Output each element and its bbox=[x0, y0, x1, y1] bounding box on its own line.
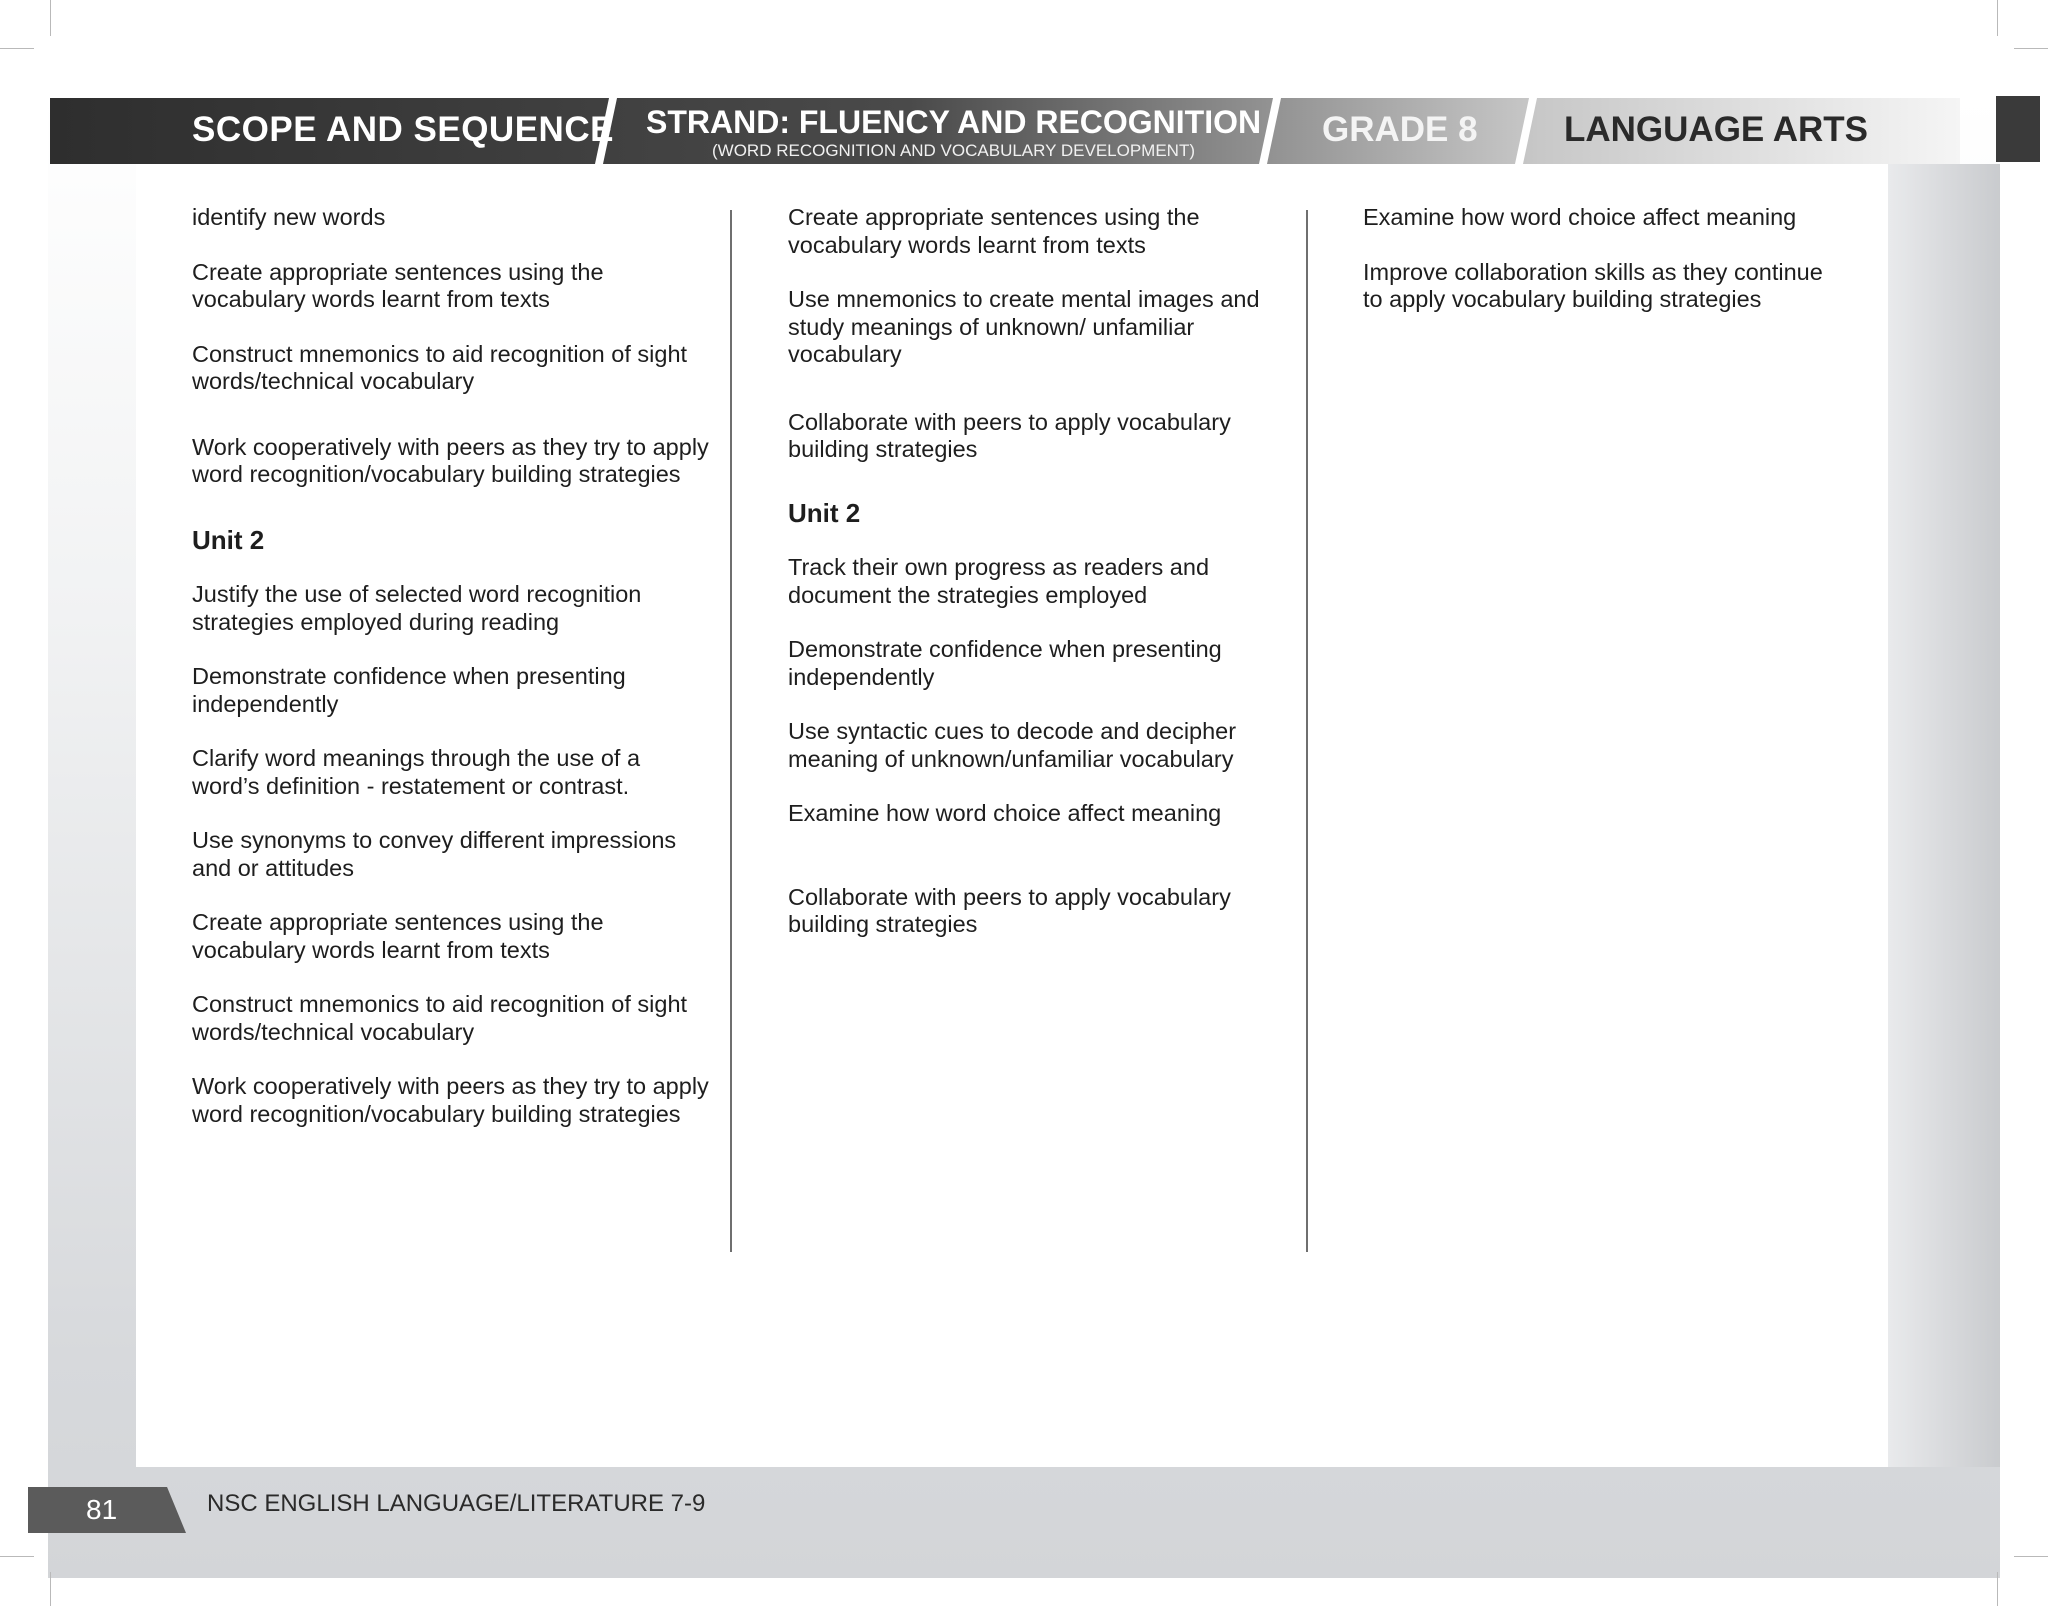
crop-mark bbox=[50, 0, 51, 36]
column-divider bbox=[730, 210, 732, 1252]
outcome-item: Examine how word choice affect meaning bbox=[788, 800, 1222, 826]
outcome-item: Demonstrate confidence when presenting independently bbox=[788, 636, 1222, 690]
outcome-item: Improve collaboration skills as they continue to apply vocabulary building strategies bbox=[1363, 258, 1823, 312]
footer-title: NSC ENGLISH LANGUAGE/LITERATURE 7-9 bbox=[207, 1490, 706, 1517]
outcome-item: Examine how word choice affect meaning bbox=[1363, 204, 1797, 230]
column-divider bbox=[1306, 210, 1308, 1252]
crop-mark bbox=[2014, 48, 2048, 49]
outcome-item: Use syntactic cues to decode and decipher meaning of unknown/unfamiliar vocabulary bbox=[788, 718, 1237, 772]
crop-mark bbox=[2014, 1556, 2048, 1557]
column-3 bbox=[1363, 204, 1833, 341]
outcome-item: Create appropriate sentences using the vocabulary words learnt from texts bbox=[192, 909, 604, 963]
crop-mark bbox=[0, 48, 34, 49]
unit-heading: Unit 2 bbox=[192, 524, 265, 555]
page-number: 81 bbox=[86, 1494, 118, 1525]
outcome-item: Use mnemonics to create mental images and study meanings of unknown/ unfamiliar vocabulary bbox=[788, 286, 1260, 367]
outcome-item: Collaborate with peers to apply vocabulary building strategies bbox=[788, 883, 1231, 937]
outcome-item: Work cooperatively with peers as they try to apply word recognition/vocabulary building strategies bbox=[192, 1073, 709, 1127]
outcome-item: Create appropriate sentences using the vocabulary words learnt from texts bbox=[192, 258, 604, 312]
outcome-item: Construct mnemonics to aid recognition of sight words/technical vocabulary bbox=[192, 991, 688, 1045]
crop-mark bbox=[0, 1556, 34, 1557]
header-scope-title: SCOPE AND SEQUENCE bbox=[192, 110, 614, 149]
column-2 bbox=[788, 204, 1288, 966]
header-subject: LANGUAGE ARTS bbox=[1564, 110, 1868, 149]
page-edge-shade bbox=[1888, 164, 2000, 1467]
outcome-item: Work cooperatively with peers as they try to apply word recognition/vocabulary building strategies bbox=[192, 433, 709, 487]
crop-mark bbox=[1997, 0, 1998, 36]
outcome-item: identify new words bbox=[192, 204, 386, 230]
page-tab-marker bbox=[1996, 96, 2040, 162]
crop-mark bbox=[50, 1572, 51, 1606]
header-strand-subtitle: (WORD RECOGNITION AND VOCABULARY DEVELOPMENT) bbox=[712, 141, 1195, 160]
outcome-item: Demonstrate confidence when presenting independently bbox=[192, 663, 626, 717]
header-strand-title: STRAND: FLUENCY AND RECOGNITION bbox=[646, 104, 1262, 140]
outcome-item: Clarify word meanings through the use of a word’s definition - restatement or contrast. bbox=[192, 745, 641, 799]
outcome-item: Collaborate with peers to apply vocabulary building strategies bbox=[788, 408, 1231, 462]
outcome-item: Use synonyms to convey different impressions and or attitudes bbox=[192, 827, 677, 881]
outcome-item: Construct mnemonics to aid recognition of sight words/technical vocabulary bbox=[192, 340, 688, 394]
outcome-item: Create appropriate sentences using the vocabulary words learnt from texts bbox=[788, 204, 1200, 258]
crop-mark bbox=[1997, 1572, 1998, 1606]
outcome-item: Track their own progress as readers and document the strategies employed bbox=[788, 554, 1210, 608]
outcome-item: Justify the use of selected word recognition strategies employed during reading bbox=[192, 581, 642, 635]
unit-heading: Unit 2 bbox=[788, 497, 861, 528]
column-1 bbox=[192, 204, 712, 1155]
header-grade: GRADE 8 bbox=[1322, 110, 1478, 149]
